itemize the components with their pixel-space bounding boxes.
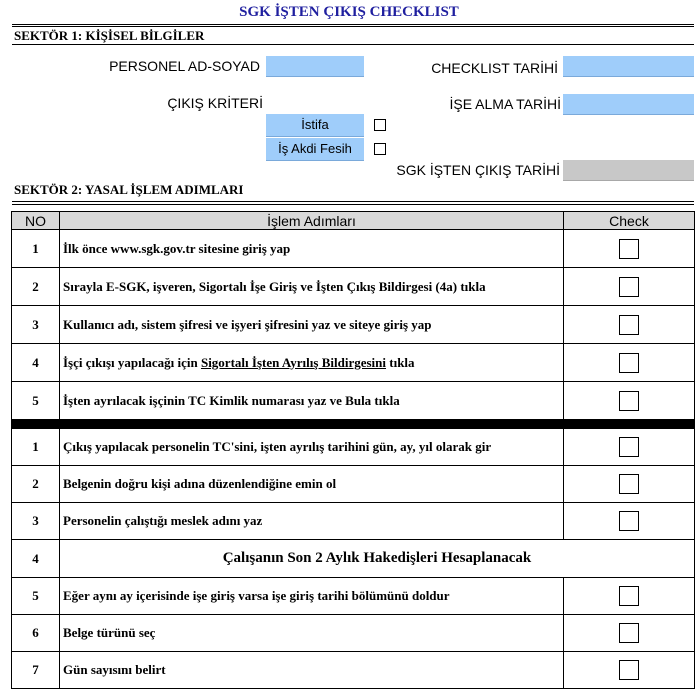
sector2-divider [12,201,694,202]
check-box[interactable] [619,353,639,373]
row-step [60,344,564,382]
table-row [12,615,695,652]
check-box[interactable] [619,315,639,335]
row-step: İşten ayrılacak işçinin TC Kimlik numarası yaz ve Bula tıkla [60,382,564,420]
row-check [564,503,695,540]
step-text-after: tıkla [386,354,415,370]
personnel-name-label: PERSONEL AD-SOYAD [109,58,260,74]
table-header [12,212,695,230]
check-box[interactable] [619,277,639,297]
sgk-exit-date-field [563,160,694,181]
resign-checkbox[interactable] [374,119,386,131]
row-step: Kullanıcı adı, sistem şifresi ve işyeri şifresini yaz ve siteye giriş yap [60,306,564,344]
row-no: 4 [12,540,60,578]
col-no: NO [12,212,60,230]
check-box[interactable] [619,660,639,680]
step-text-before: İşçi çıkışı yapılacağı için [63,354,201,370]
row-no: 7 [12,652,60,689]
title-divider-2 [12,26,694,27]
row-no: 6 [12,615,60,652]
checklist-date-label: CHECKLIST TARİHİ [431,60,558,76]
row-step: Sırayla E-SGK, işveren, Sigortalı İşe Giriş ve İşten Çıkış Bildirgesi (4a) tıkla [60,268,564,306]
row-no: 5 [12,578,60,615]
row-check [564,652,695,689]
check-box[interactable] [619,474,639,494]
table-row [12,344,695,382]
col-steps: İşlem Adımları [60,212,564,230]
exit-criteria-label: ÇIKIŞ KRİTERİ [167,95,263,111]
check-box[interactable] [619,391,639,411]
check-box[interactable] [619,437,639,457]
hire-date-field[interactable] [563,94,694,115]
table-row [12,466,695,503]
termination-checkbox[interactable] [374,143,386,155]
row-check [564,344,695,382]
table-row [12,306,695,344]
table-row [12,578,695,615]
row-check [564,306,695,344]
row-no: 2 [12,268,60,306]
row-step: Belgenin doğru kişi adına düzenlendiğine emin ol [60,466,564,503]
table-row [12,429,695,466]
hire-date-label: İŞE ALMA TARİHİ [449,96,561,112]
check-box[interactable] [619,586,639,606]
row-check [564,429,695,466]
row-no: 4 [12,344,60,382]
title-divider [12,24,694,25]
row-no: 1 [12,429,60,466]
row-check [564,268,695,306]
row-step: Çıkış yapılacak personelin TC'sini, işten ayrılış tarihini gün, ay, yıl olarak gir [60,429,564,466]
option-resign: İstifa [266,114,364,137]
sector2-divider-2 [12,204,694,205]
checklist-date-field[interactable] [563,56,694,77]
table-row [12,268,695,306]
table-row-heading [12,540,695,578]
row-step: Eğer aynı ay içerisinde işe giriş varsa işe giriş tarihi bölümünü doldur [60,578,564,615]
check-box[interactable] [619,511,639,531]
row-no: 2 [12,466,60,503]
row-check [564,382,695,420]
table-row [12,652,695,689]
row-step: Personelin çalıştığı meslek adını yaz [60,503,564,540]
check-box[interactable] [619,623,639,643]
row-no: 3 [12,306,60,344]
option-termination: İş Akdi Fesih [266,138,364,161]
row-no: 3 [12,503,60,540]
row-no: 5 [12,382,60,420]
step-text-link: Sigortalı İşten Ayrılış Bildirgesini [200,354,386,370]
row-check [564,578,695,615]
table-row [12,230,695,268]
row-heading: Çalışanın Son 2 Aylık Hakedişleri Hesaplanacak [60,540,695,578]
row-check [564,466,695,503]
sector1-divider [12,44,694,45]
steps-table [11,211,695,689]
table-row [12,382,695,420]
col-check: Check [564,212,695,230]
sgk-exit-date-label: SGK İŞTEN ÇIKIŞ TARİHİ [396,162,560,178]
group-separator [12,420,695,429]
page-title: SGK İŞTEN ÇIKIŞ CHECKLIST [239,4,459,20]
row-check [564,615,695,652]
row-step: İlk önce www.sgk.gov.tr sitesine giriş yap [60,230,564,268]
row-step: Belge türünü seç [60,615,564,652]
row-step: Gün sayısını belirt [60,652,564,689]
table-row [12,503,695,540]
check-box[interactable] [619,239,639,259]
sector2-heading: SEKTÖR 2: YASAL İŞLEM ADIMLARI [14,182,244,197]
row-check [564,230,695,268]
row-no: 1 [12,230,60,268]
personnel-name-field[interactable] [266,56,364,77]
sector1-heading: SEKTÖR 1: KİŞİSEL BİLGİLER [14,28,205,43]
